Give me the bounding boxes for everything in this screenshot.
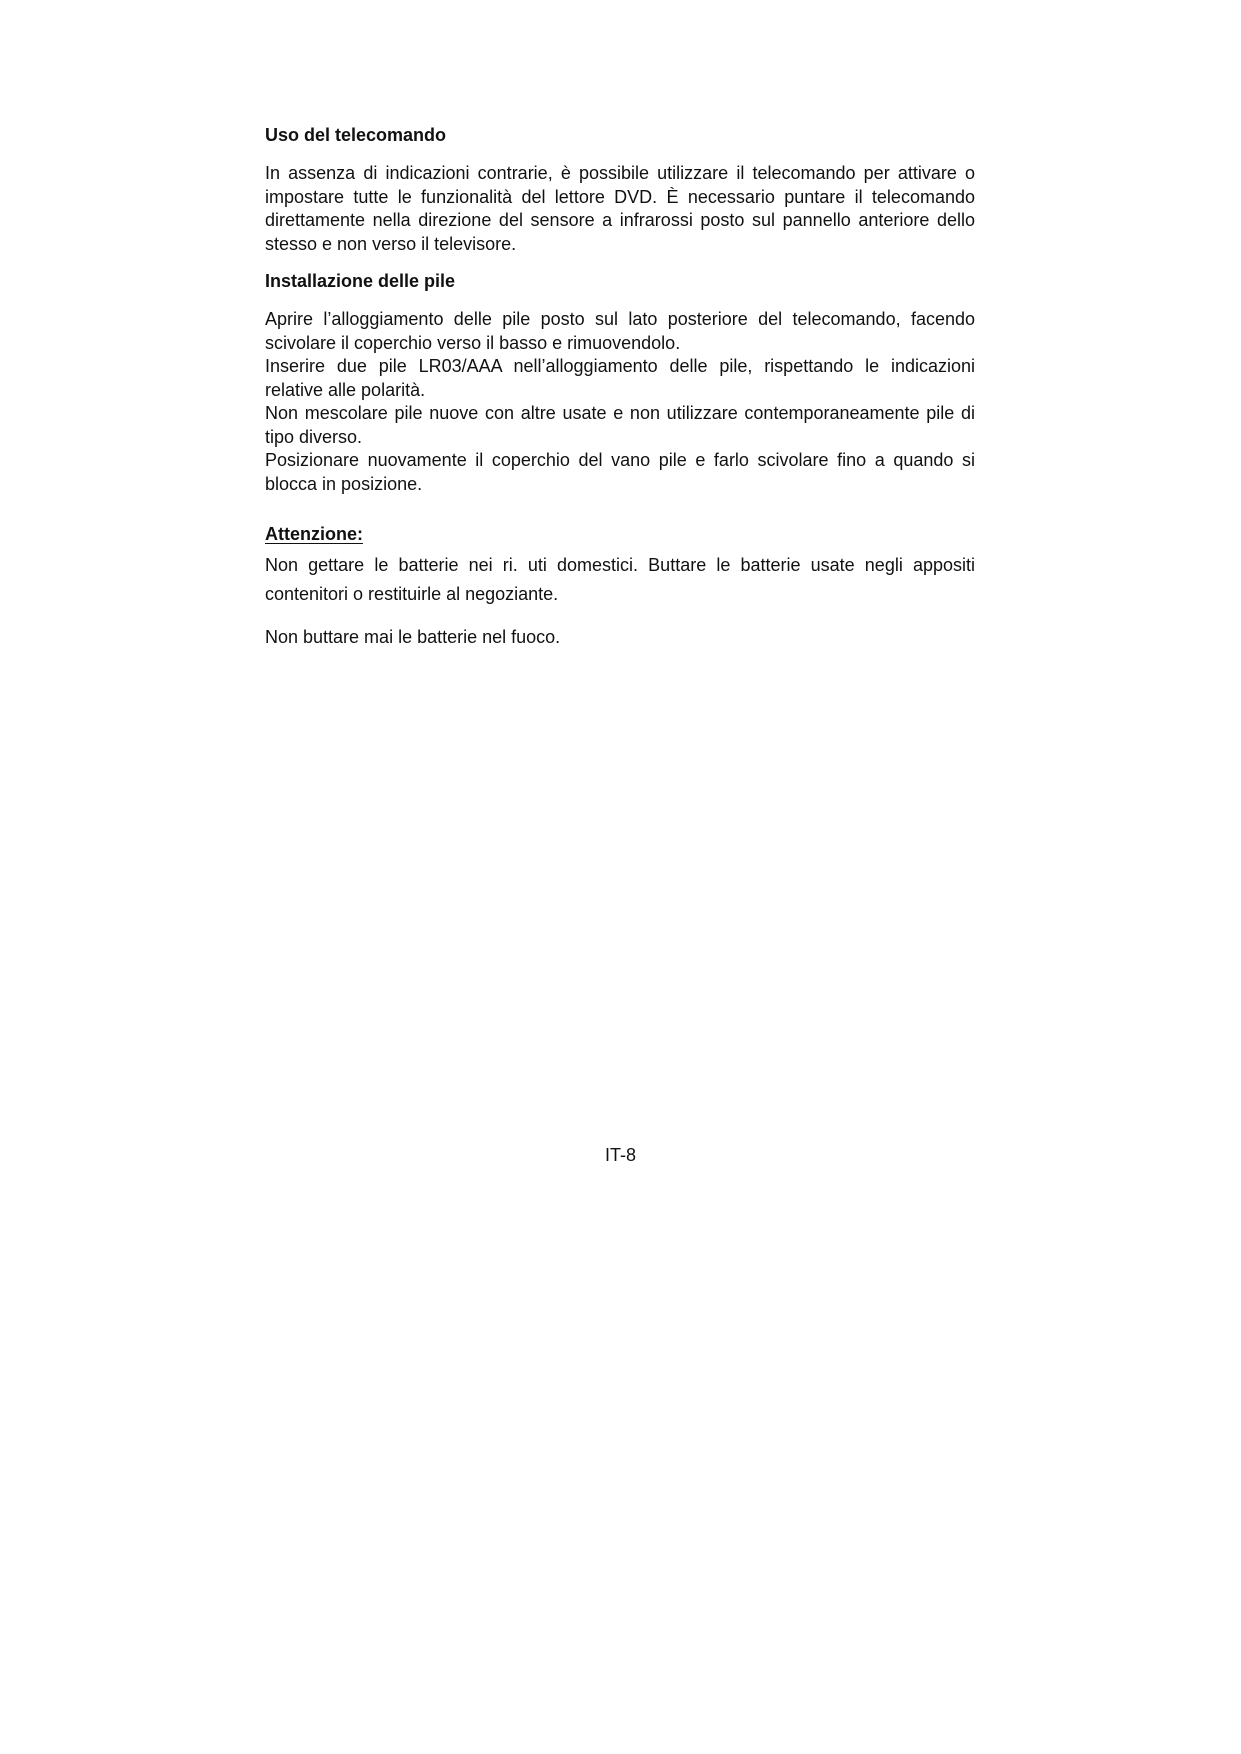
warning-body: Non gettare le batterie nei ri. uti domestici. Buttare le batterie usate negli appositi contenitori o restituirle al negoziante. xyxy=(265,555,975,604)
warning-fire-note: Non buttare mai le batterie nel fuoco. xyxy=(265,627,561,647)
warning-title: Attenzione: xyxy=(265,524,363,544)
section-title-remote-usage: Uso del telecomando xyxy=(265,125,447,145)
battery-instructions xyxy=(265,308,975,496)
section-body-remote-usage: In assenza di indicazioni contrarie, è possibile utilizzare il telecomando per attivare o impostare tutte le funzionalità del lettore DVD. È necessario puntare il telecomando direttamente nella direzione del sensore a infrarossi posto sul pannello anteriore dello stesso e non verso il televisore. xyxy=(265,163,975,254)
page-content xyxy=(265,124,975,650)
battery-instruction-close: Posizionare nuovamente il coperchio del vano pile e farlo scivolare fino a quando si blocca in posizione. xyxy=(265,450,975,494)
battery-instruction-insert: Inserire due pile LR03/AAA nell’alloggiamento delle pile, rispettando le indicazioni relative alle polarità. xyxy=(265,356,975,400)
page-number-label: IT-8 xyxy=(604,1145,636,1165)
section-title-battery-installation: Installazione delle pile xyxy=(265,271,456,291)
battery-instruction-open: Aprire l’alloggiamento delle pile posto sul lato posteriore del telecomando, facendo scivolare il coperchio verso il basso e rimuovendolo. xyxy=(265,309,975,353)
page-number xyxy=(0,1145,1241,1166)
battery-instruction-mixing: Non mescolare pile nuove con altre usate e non utilizzare contemporaneamente pile di tipo diverso. xyxy=(265,403,975,447)
